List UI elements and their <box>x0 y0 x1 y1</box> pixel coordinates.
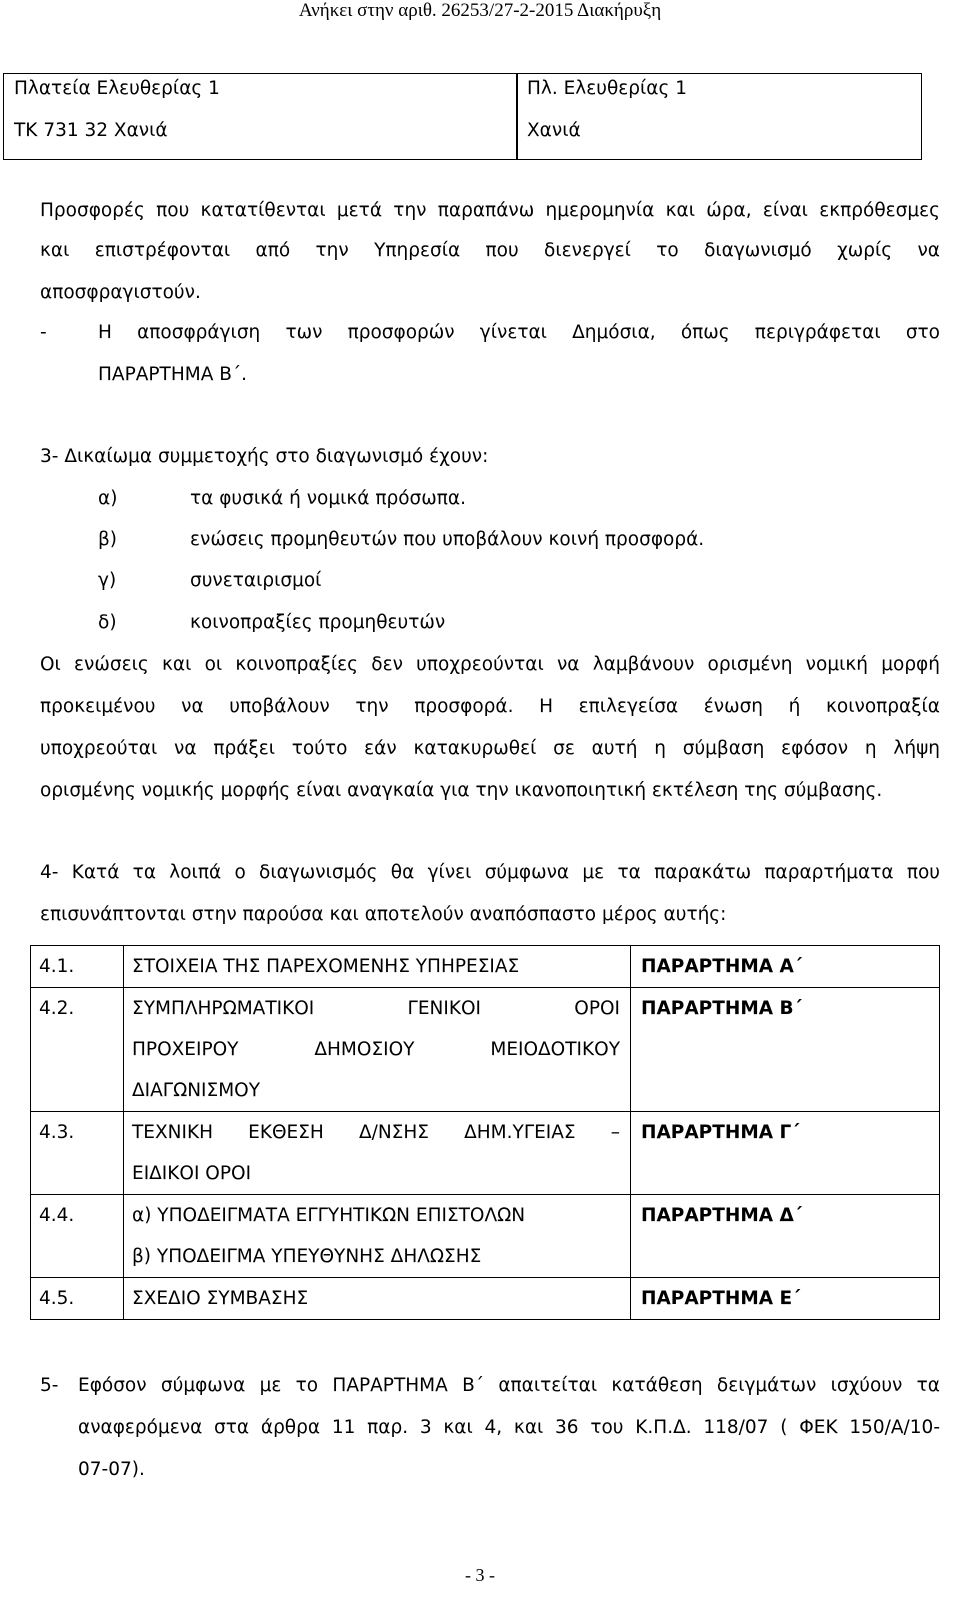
table-row <box>31 1112 940 1195</box>
list-item-letter: γ) <box>98 570 117 591</box>
section5-line-1: Εφόσον σύμφωνα με το ΠΑΡΑΡΤΗΜΑ Β΄ απαιτείται κατάθεση δειγμάτων ισχύουν τα <box>78 1375 940 1396</box>
address-left-line2: ΤΚ 731 32 Χανιά <box>14 120 168 141</box>
annex-number-cell <box>31 1278 124 1320</box>
list-item <box>0 612 960 654</box>
annex-title-cell <box>124 988 631 1112</box>
annex-title-line: ΤΕΧΝΙΚΗ ΕΚΘΕΣΗ Δ/ΝΣΗΣ ΔΗΜ.ΥΓΕΙΑΣ – <box>132 1122 620 1143</box>
list-item-text: κοινοπραξίες προμηθευτών <box>190 612 446 633</box>
unsealing-line-2: ΠΑΡΑΡΤΗΜΑ Β΄. <box>98 364 248 385</box>
annex-number: 4.4. <box>39 1205 75 1226</box>
table-row <box>31 1278 940 1320</box>
address-box-left <box>3 73 518 160</box>
offers-line-3: αποσφραγιστούν. <box>40 282 201 303</box>
annex-label: ΠΑΡΑΡΤΗΜΑ Α΄ <box>641 956 802 977</box>
annex-label-cell <box>631 1195 940 1278</box>
section5-line-3: 07-07). <box>78 1459 145 1480</box>
annex-title-cell <box>124 1112 631 1195</box>
annex-label-cell <box>631 946 940 988</box>
table-row <box>31 988 940 1112</box>
annex-number-cell <box>31 1112 124 1195</box>
annex-title-line: ΠΡΟΧΕΙΡΟΥ ΔΗΜΟΣΙΟΥ ΜΕΙΟΔΟΤΙΚΟΥ <box>132 1039 620 1060</box>
annex-label-cell <box>631 1112 940 1195</box>
bullet-dash: - <box>40 322 47 343</box>
annex-label-cell <box>631 988 940 1112</box>
section4-line-2: επισυνάπτονται στην παρούσα και αποτελούν αναπόσπαστο μέρος αυτής: <box>40 904 727 925</box>
list-item <box>0 488 960 530</box>
header-note: Ανήκει στην αριθ. 26253/27-2-2015 Διακήρυξη <box>298 0 662 21</box>
section3-para-line-1: Οι ενώσεις και οι κοινοπραξίες δεν υποχρεούνται να λαμβάνουν ορισμένη νομική μορφή <box>40 654 940 675</box>
section3-para-line-4: ορισμένης νομικής μορφής είναι αναγκαία για την ικανοποιητική εκτέλεση της σύμβασης. <box>40 780 883 801</box>
annex-number: 4.1. <box>39 956 75 977</box>
table-row <box>31 1195 940 1278</box>
address-left-line1: Πλατεία Ελευθερίας 1 <box>14 78 220 99</box>
address-right-line1: Πλ. Ελευθερίας 1 <box>527 78 687 99</box>
list-item-letter: β) <box>98 529 118 550</box>
section3-title: 3- Δικαίωμα συμμετοχής στο διαγωνισμό έχουν: <box>40 446 489 467</box>
annex-number-cell <box>31 1195 124 1278</box>
page-number: - 3 - <box>465 1565 495 1585</box>
section3-para-line-3: υποχρεούται να πράξει τούτο εάν κατακυρωθεί σε αυτή η σύμβαση εφόσον η λήψη <box>40 738 940 759</box>
annex-label: ΠΑΡΑΡΤΗΜΑ Β΄ <box>641 998 802 1019</box>
list-item <box>0 529 960 571</box>
unsealing-line-1: Η αποσφράγιση των προσφορών γίνεται Δημόσια, όπως περιγράφεται στο <box>98 322 940 343</box>
annex-title-line: ΣΥΜΠΛΗΡΩΜΑΤΙΚΟΙ ΓΕΝΙΚΟΙ ΟΡΟΙ <box>132 998 620 1019</box>
annex-number: 4.3. <box>39 1122 75 1143</box>
list-item-text: συνεταιρισμοί <box>190 570 322 591</box>
annex-title-cell <box>124 1195 631 1278</box>
section5-number: 5- <box>40 1375 59 1396</box>
offers-line-1: Προσφορές που κατατίθενται μετά την παραπάνω ημερομηνία και ώρα, είναι εκπρόθεσμες <box>40 200 940 221</box>
address-right-line2: Χανιά <box>527 120 581 141</box>
annex-title-cell <box>124 1278 631 1320</box>
annex-label-cell <box>631 1278 940 1320</box>
annex-number: 4.2. <box>39 998 75 1019</box>
annex-number: 4.5. <box>39 1288 75 1309</box>
annex-table <box>30 945 940 1320</box>
section3-para-line-2: προκειμένου να υποβάλουν την προσφορά. Η επιλεγείσα ένωση ή κοινοπραξία <box>40 696 940 717</box>
list-item-letter: α) <box>98 488 118 509</box>
list-item-letter: δ) <box>98 612 117 633</box>
annex-title-cell <box>124 946 631 988</box>
list-item-text: ενώσεις προμηθευτών που υποβάλουν κοινή προσφορά. <box>190 529 705 550</box>
offers-line-2: και επιστρέφονται από την Υπηρεσία που διενεργεί το διαγωνισμό χωρίς να <box>40 240 940 261</box>
list-item-text: τα φυσικά ή νομικά πρόσωπα. <box>190 488 466 509</box>
table-row <box>31 946 940 988</box>
address-box-right <box>516 73 922 160</box>
annex-label: ΠΑΡΑΡΤΗΜΑ Γ΄ <box>641 1122 800 1143</box>
list-item <box>0 570 960 612</box>
annex-number-cell <box>31 946 124 988</box>
annex-number-cell <box>31 988 124 1112</box>
annex-title-line: β) ΥΠΟΔΕΙΓΜΑ ΥΠΕΥΘΥΝΗΣ ΔΗΛΩΣΗΣ <box>132 1246 482 1267</box>
annex-title-line: ΣΧΕΔΙΟ ΣΥΜΒΑΣΗΣ <box>132 1288 309 1309</box>
annex-label: ΠΑΡΑΡΤΗΜΑ Ε΄ <box>641 1288 801 1309</box>
annex-title-line: ΔΙΑΓΩΝΙΣΜΟΥ <box>132 1080 261 1101</box>
section4-line-1: 4- Κατά τα λοιπά ο διαγωνισμός θα γίνει σύμφωνα με τα παρακάτω παραρτήματα που <box>40 862 940 883</box>
annex-label: ΠΑΡΑΡΤΗΜΑ Δ΄ <box>641 1205 802 1226</box>
annex-title-line: ΣΤΟΙΧΕΙΑ ΤΗΣ ΠΑΡΕΧΟΜΕΝΗΣ ΥΠΗΡΕΣΙΑΣ <box>132 956 520 977</box>
section5-line-2: αναφερόμενα στα άρθρα 11 παρ. 3 και 4, και 36 του Κ.Π.Δ. 118/07 ( ΦΕΚ 150/Α/10- <box>78 1417 940 1438</box>
annex-title-line: α) ΥΠΟΔΕΙΓΜΑΤΑ ΕΓΓΥΗΤΙΚΩΝ ΕΠΙΣΤΟΛΩΝ <box>132 1205 526 1226</box>
annex-title-line: ΕΙΔΙΚΟΙ ΟΡΟΙ <box>132 1163 252 1184</box>
